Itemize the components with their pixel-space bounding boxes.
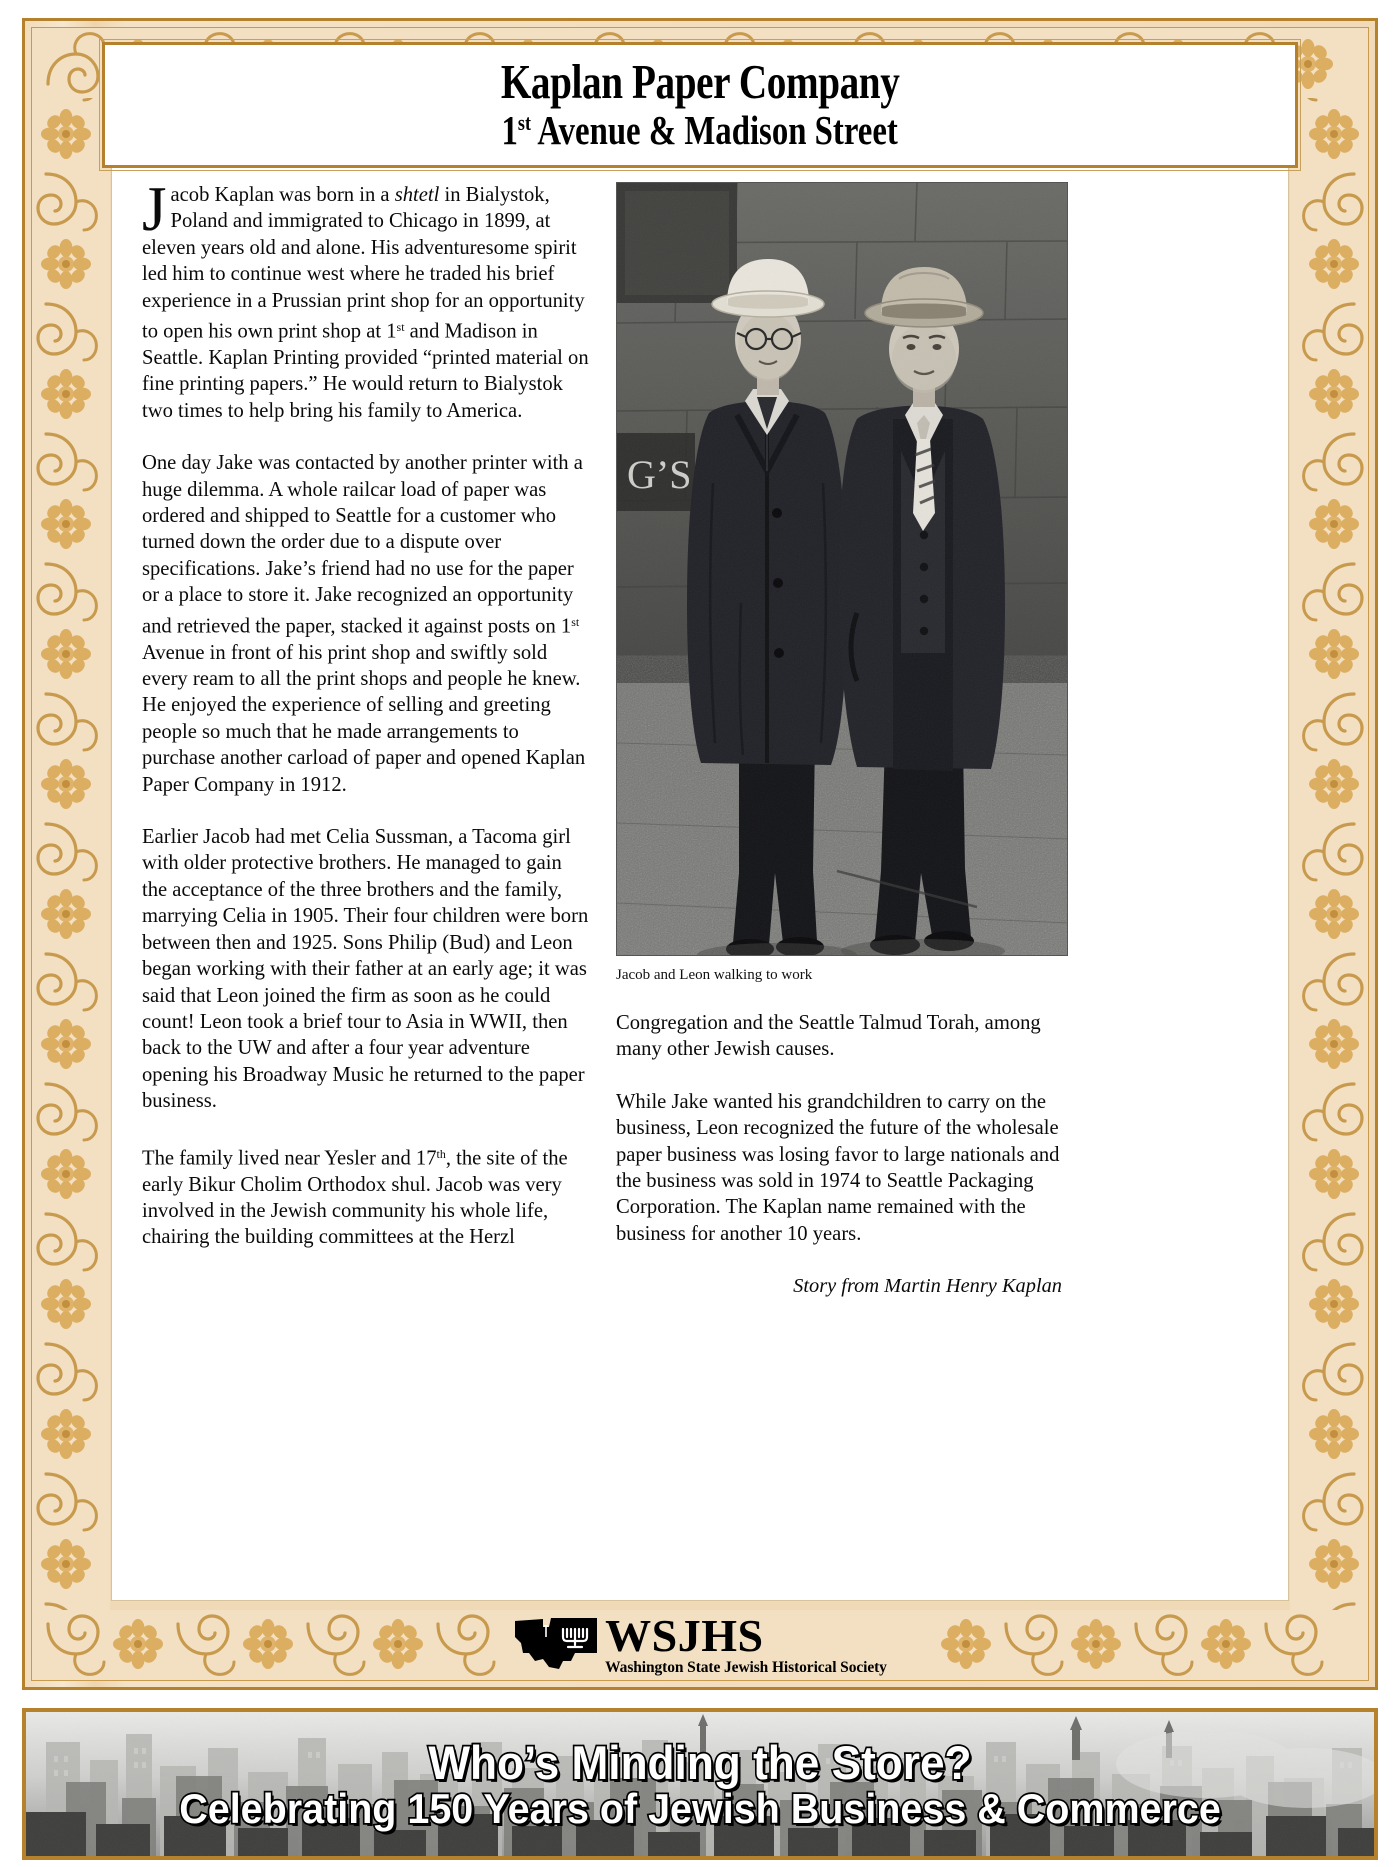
article-body: [142, 174, 1262, 1542]
paragraph-6: While Jake wanted his grandchildren to carry on the business, Leon recognized the future of the wholesale paper business was losing favor to large nationals and the business was sold in 1974 to Seattle Packaging Corporation. The Kaplan name remained with the business for another 10 years.: [616, 1090, 1060, 1245]
para-2-a: One day Jake was contacted by another printer with a huge dilemma. A whole railcar load of paper was ordered and shipped to Seattle for a customer who turned down the order due to a dispute over specifications. Jake’s friend had no use for the paper or a place to store it. Jake recognized an opportunity and retrieved the paper, stacked it against posts on 1: [142, 452, 583, 638]
text-column-left: [142, 174, 589, 1251]
title-sub-post: Avenue & Madison Street: [531, 107, 899, 154]
text-column-right: [616, 1010, 1068, 1298]
paragraph-2: [142, 450, 589, 798]
para-4-ordinal: th: [436, 1146, 446, 1161]
para-4-b: , the site of the early Bikur Cholim Orthodox shul. Jacob was very involved in the Jewish community his whole life, chairing the building committees at the Herzl: [142, 1147, 568, 1249]
paragraph-5: Congregation and the Seattle Talmud Torah, among many other Jewish causes.: [616, 1012, 1041, 1061]
banner-subhead: Celebrating 150 Years of Jewish Business & Commerce: [179, 1784, 1221, 1832]
exhibit-banner: [22, 1708, 1378, 1860]
title-sub-ordinal: st: [518, 110, 532, 136]
wsjhs-logo: [25, 1607, 1375, 1681]
title-sub-pre: 1: [501, 107, 519, 154]
paragraph-1: [142, 174, 589, 424]
banner-text-block: [26, 1712, 1374, 1856]
decorative-panel: [22, 18, 1378, 1690]
historical-photograph: [616, 182, 1068, 956]
wsjhs-acronym: WSJHS: [605, 1609, 764, 1661]
story-attribution: Story from Martin Henry Kaplan: [793, 1275, 1062, 1298]
page-title: [102, 42, 1298, 168]
para-4-a: The family lived near Yesler and 17: [142, 1147, 437, 1170]
ornament-column-right: [1290, 28, 1368, 1680]
washington-state-menorah-icon: [513, 1615, 599, 1673]
para-1-c: and Madison in Seattle. Kaplan Printing provided “printed material on fine printing papers.” He would return to Bialystok two times to help bring his family to America.: [142, 320, 589, 422]
wsjhs-full-name: Washington State Jewish Historical Society: [605, 1658, 887, 1676]
title-subtitle: [502, 109, 898, 152]
photo-caption: Jacob and Leon walking to work: [616, 967, 813, 983]
paragraph-4: [142, 1141, 589, 1251]
photo-figure: [616, 182, 1068, 985]
banner-headline: Who’s Minding the Store?: [428, 1735, 972, 1789]
para-1-shtetl: shtetl: [394, 184, 440, 206]
ornament-column-left: [32, 28, 110, 1680]
svg-text:G’S: G’S: [627, 452, 692, 497]
para-2-ordinal: st: [571, 614, 580, 629]
para-1-b: in Bialystok, Poland and immigrated to Chicago in 1899, at eleven years old and alone. His adventuresome spirit led him to continue west where he traded his brief experience in a Prussian print shop for an opportunity to open his own print shop at 1: [142, 184, 585, 343]
title-main: Kaplan Paper Company: [500, 54, 900, 110]
para-1-a: Jacob Kaplan was born in a: [142, 174, 395, 244]
para-2-b: Avenue in front of his print shop and swiftly sold every ream to all the print shops and people he knew. He enjoyed the experience of selling and greeting people so much that he made arrangements to purchase another carload of paper and opened Kaplan Paper Company in 1912.: [142, 641, 586, 796]
para-1-ordinal: st: [396, 320, 405, 335]
article-content-area: [111, 54, 1289, 1601]
paragraph-3: Earlier Jacob had met Celia Sussman, a Tacoma girl with older protective brothers. He managed to gain the acceptance of the three brothers and the family, marrying Celia in 1905. Their four children were born between then and 1925. Sons Philip (Bud) and Leon began working with their father at an early age; it was said that Leon joined the firm as soon as he could count! Leon took a brief tour to Asia in WWII, then back to the UW and after a four year adventure opening his Broadway Music he returned to the paper business.: [142, 826, 589, 1113]
